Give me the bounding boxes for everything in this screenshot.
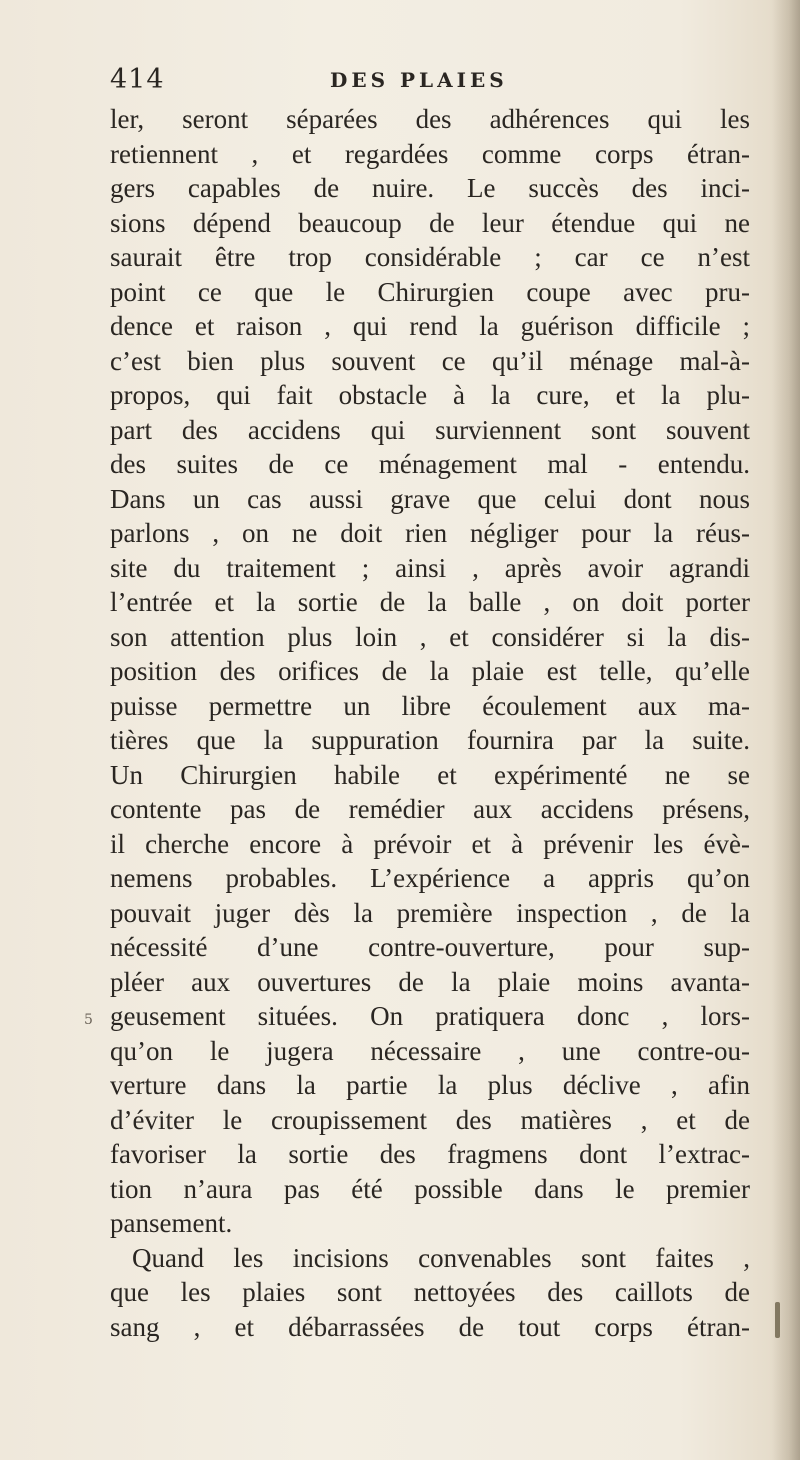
text-line: Dans un cas aussi grave que celui dont nous	[110, 483, 750, 514]
text-line: pléer aux ouvertures de la plaie moins avanta-	[110, 966, 750, 997]
text-line: pansement.	[110, 1208, 233, 1238]
text-line: pouvait juger dès la première inspection , de la	[110, 897, 750, 928]
text-line: verture dans la partie la plus déclive , afin	[110, 1070, 750, 1100]
text-line: nécessité d’une contre-ouverture, pour sup-	[110, 932, 750, 962]
running-head: DES PLAIES	[330, 68, 508, 92]
text-line: site du traitement ; ainsi , après avoir agrandi	[110, 552, 750, 583]
text-line: geusement situées. On pratiquera donc , lors-	[110, 1001, 750, 1031]
text-line: favoriser la sortie des fragmens dont l’extrac-	[110, 1139, 750, 1169]
text-line: position des orifices de la plaie est telle, qu’elle	[110, 656, 750, 686]
page-number: 414	[110, 64, 165, 95]
text-line: que les plaies sont nettoyées des caillots de	[110, 1277, 750, 1307]
text-line: Un Chirurgien habile et expérimenté ne se	[110, 759, 750, 790]
text-line: tières que la suppuration fournira par la suite.	[110, 725, 750, 755]
text-line: il cherche encore à prévoir et à prévenir les évè-	[110, 828, 750, 859]
text-line: Quand les incisions convenables sont faites ,	[132, 1242, 750, 1273]
text-line: qu’on le jugera nécessaire , une contre-ou-	[110, 1035, 750, 1066]
body-text	[110, 102, 750, 1344]
text-line: tion n’aura pas été possible dans le premier	[110, 1173, 750, 1204]
text-line: propos, qui fait obstacle à la cure, et la plu-	[110, 380, 750, 410]
ink-smudge	[775, 1302, 780, 1338]
text-line: c’est bien plus souvent ce qu’il ménage mal-à-	[110, 345, 750, 376]
text-line: retiennent , et regardées comme corps étran-	[110, 138, 750, 169]
text-line: d’éviter le croupissement des matières , et de	[110, 1104, 750, 1135]
text-line: l’entrée et la sortie de la balle , on doit porter	[110, 587, 750, 617]
text-line: ler, seront séparées des adhérences qui les	[110, 104, 750, 134]
text-line: part des accidens qui surviennent sont souvent	[110, 414, 750, 445]
page-edge-shadow	[772, 0, 800, 1460]
text-line: gers capables de nuire. Le succès des inci-	[110, 173, 750, 203]
text-line: des suites de ce ménagement mal - entendu.	[110, 449, 750, 479]
text-line: dence et raison , qui rend la guérison difficile ;	[110, 311, 750, 341]
text-line: parlons , on ne doit rien négliger pour la réus-	[110, 518, 750, 548]
margin-mark: 5	[84, 1012, 93, 1028]
text-line: sang , et débarrassées de tout corps étran-	[110, 1311, 750, 1342]
page-header	[110, 64, 750, 104]
text-line: son attention plus loin , et considérer si la dis-	[110, 621, 750, 652]
text-line: contente pas de remédier aux accidens présens,	[110, 794, 750, 824]
text-line: nemens probables. L’expérience a appris qu’on	[110, 863, 750, 893]
text-line: puisse permettre un libre écoulement aux ma-	[110, 690, 750, 721]
text-line: point ce que le Chirurgien coupe avec pru-	[110, 276, 750, 307]
text-line: saurait être trop considérable ; car ce n’est	[110, 242, 750, 272]
text-line: sions dépend beaucoup de leur étendue qui ne	[110, 207, 750, 238]
